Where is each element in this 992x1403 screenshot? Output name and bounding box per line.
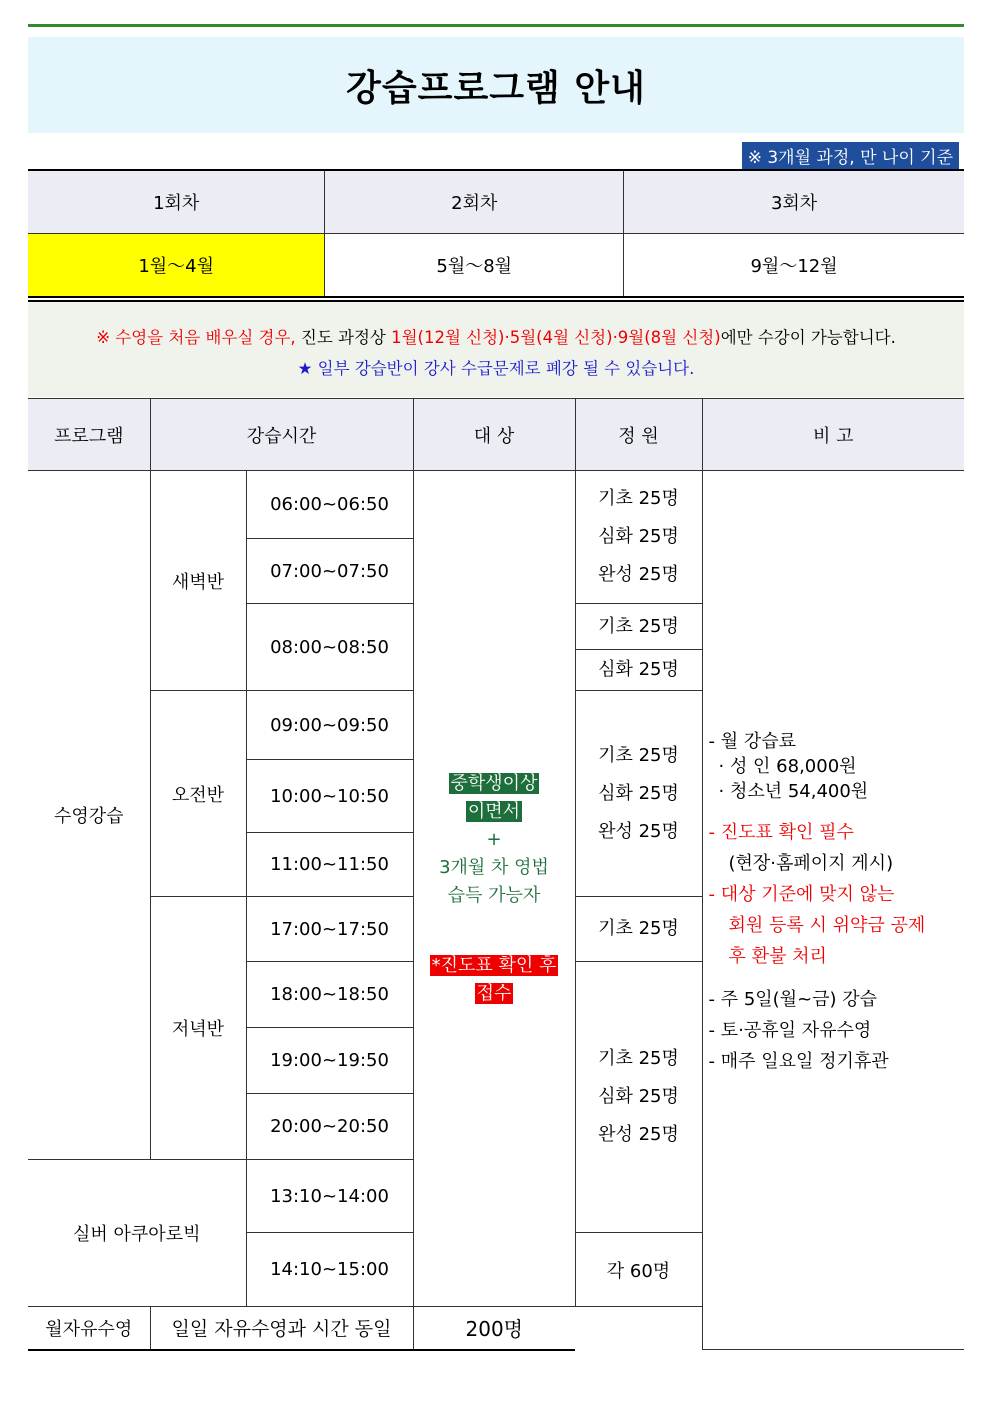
page-title: 강습프로그램 안내 [346, 67, 646, 109]
swim-lesson-label: 수영강습 [28, 471, 150, 1160]
remark-line: - 대상 기준에 맞지 않는 [708, 884, 895, 905]
capacity-text: 기초 25명 [576, 604, 702, 650]
notice-line-2: ★ 일부 강습반이 강사 수급문제로 폐강 될 수 있습니다. [297, 359, 695, 378]
remark-line: - 토·공휴일 자유수영 [708, 1020, 872, 1041]
time-slot: 09:00~09:50 [246, 691, 413, 760]
capacity-text: 기초 25명 [598, 744, 679, 766]
remark-line: (현장·홈페이지 게시) [728, 853, 894, 874]
capacity-cell [575, 604, 702, 691]
header-program: 프로그램 [28, 399, 150, 471]
notice-box [28, 300, 964, 397]
monthly-free-swim-time: 일일 자유수영과 시간 동일 [150, 1307, 413, 1350]
session-header-row [28, 170, 964, 234]
capacity-cell: 각 60명 [575, 1233, 702, 1307]
remark-line: - 진도표 확인 필수 [708, 822, 854, 843]
remark-line: 회원 등록 시 위약금 공제 [728, 915, 926, 936]
time-slot: 14:10~15:00 [246, 1233, 413, 1307]
notice-text: 1월(12월 신청)·5월(4월 신청)·9월(8월 신청) [391, 328, 721, 347]
evening-class-label: 저녁반 [150, 897, 246, 1160]
silver-aquarobics-label: 실버 아쿠아로빅 [28, 1160, 246, 1307]
remark-line: - 주 5일(월~금) 강습 [708, 989, 878, 1010]
target-text: 중학생이상 [450, 772, 538, 794]
time-slot: 20:00~20:50 [246, 1094, 413, 1160]
notice-text: ※ 수영을 처음 배우실 경우, [96, 328, 296, 347]
top-divider [28, 24, 964, 27]
capacity-text: 심화 25명 [598, 1086, 679, 1107]
program-table [28, 398, 964, 1351]
target-text: 접수 [476, 982, 512, 1004]
time-slot: 19:00~19:50 [246, 1028, 413, 1094]
title-banner [28, 37, 964, 133]
morning-class-label: 오전반 [150, 691, 246, 897]
session-schedule-table [28, 169, 964, 298]
time-slot: 07:00~07:50 [246, 539, 413, 604]
table-row [28, 471, 964, 539]
time-slot: 11:00~11:50 [246, 833, 413, 897]
time-slot: 08:00~08:50 [246, 604, 413, 691]
capacity-cell [575, 471, 702, 604]
time-slot: 17:00~17:50 [246, 897, 413, 962]
capacity-text: 심화 25명 [598, 659, 679, 680]
target-text: *진도표 확인 후 [431, 954, 557, 976]
notice-line-1 [28, 324, 964, 348]
remark-line: 후 환불 처리 [728, 946, 827, 967]
table-header-row [28, 399, 964, 471]
notice-text: 진도 과정상 [295, 328, 392, 347]
remarks-cell [702, 471, 964, 1350]
capacity-cell [575, 691, 702, 897]
target-text: 습득 가능자 [447, 884, 541, 906]
remark-line: · 청소년 54,400원 [718, 781, 869, 802]
time-slot: 18:00~18:50 [246, 962, 413, 1028]
header-time: 강습시간 [150, 399, 413, 471]
target-cell [413, 471, 575, 1307]
remark-line: - 월 강습료 [708, 731, 796, 752]
header-capacity: 정 원 [575, 399, 702, 471]
time-slot: 13:10~14:00 [246, 1160, 413, 1233]
session-round: 3회차 [624, 170, 964, 234]
time-slot: 06:00~06:50 [246, 471, 413, 539]
header-remarks: 비 고 [702, 399, 964, 471]
capacity-text: 심화 25명 [598, 526, 679, 547]
time-slot: 10:00~10:50 [246, 760, 413, 833]
monthly-free-swim-label: 월자유수영 [28, 1307, 150, 1350]
capacity-text: 심화 25명 [598, 782, 679, 804]
header-target: 대 상 [413, 399, 575, 471]
target-text: 이면서 [467, 800, 521, 822]
capacity-text: 기초 25명 [598, 488, 679, 509]
remark-line: - 매주 일요일 정기휴관 [708, 1051, 889, 1072]
capacity-cell [575, 962, 702, 1233]
session-round: 2회차 [325, 170, 624, 234]
capacity-text: 완성 25명 [598, 564, 679, 585]
session-months: 9월～12월 [624, 234, 964, 298]
session-round: 1회차 [28, 170, 325, 234]
course-note: ※ 3개월 과정, 만 나이 기준 [742, 142, 959, 169]
capacity-cell: 기초 25명 [575, 897, 702, 962]
target-text: 3개월 차 영법 [439, 856, 549, 878]
capacity-cell: 200명 [413, 1307, 575, 1350]
target-text: + [486, 828, 502, 850]
dawn-class-label: 새벽반 [150, 471, 246, 691]
remark-line: · 성 인 68,000원 [718, 756, 857, 777]
session-months-row [28, 234, 964, 298]
session-months-current: 1월～4월 [28, 234, 325, 298]
notice-text: 에만 수강이 가능합니다. [720, 328, 896, 347]
capacity-text: 완성 25명 [598, 820, 679, 842]
session-months: 5월～8월 [325, 234, 624, 298]
capacity-text: 완성 25명 [598, 1124, 679, 1145]
capacity-text: 기초 25명 [598, 1048, 679, 1069]
